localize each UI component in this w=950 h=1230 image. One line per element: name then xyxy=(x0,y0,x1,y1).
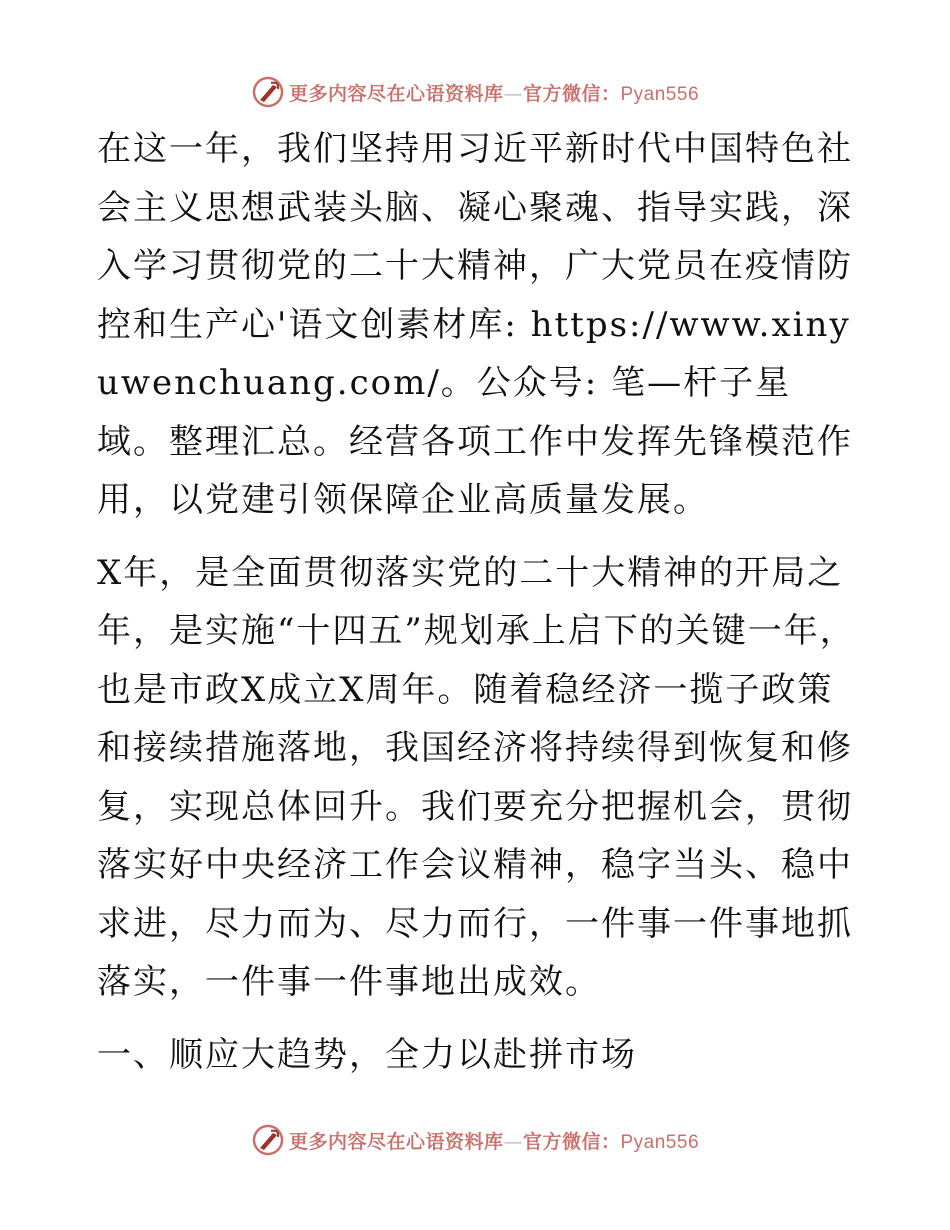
banner-site-name: 更多内容尽在心语资料库 xyxy=(288,82,504,105)
banner-site-name: 更多内容尽在心语资料库 xyxy=(288,1130,504,1153)
banner-wechat-account: Pyan556 xyxy=(620,83,700,105)
footer-banner xyxy=(0,1120,950,1160)
header-banner xyxy=(0,72,950,112)
paragraph-2: X年，是全面贯彻落实党的二十大精神的开局之年，是实施“十四五”规划承上启下的关键一年，也是市政X成立X周年。随着稳经济一揽子政策和接续措施落地，我国经济将持续得到恢复和修复，实现总体回升。我们要充分把握机会，贯彻落实好中央经济工作会议精神，稳字当头、稳中求进，尽力而为、尽力而行，一件事一件事地抓落实，一件事一件事地出成效。 xyxy=(97,552,856,1002)
banner-wechat-label: 官方微信： xyxy=(522,82,621,105)
quill-pen-logo-icon xyxy=(251,1123,285,1157)
banner-text xyxy=(289,79,699,106)
section-heading: 一、顺应大趋势，全力以赴拼市场 xyxy=(97,1034,637,1075)
document-body xyxy=(97,120,857,1084)
quill-pen-logo-icon xyxy=(251,75,285,109)
banner-wechat-label: 官方微信： xyxy=(522,1130,621,1153)
banner-separator: — xyxy=(503,1130,523,1153)
paragraph-1: 在这一年，我们坚持用习近平新时代中国特色社会主义思想武装头脑、凝心聚魂、指导实践，深入学习贯彻党的二十大精神，广大党员在疫情防控和生产心'语文创素材库: https://www.xinyuwenchuang.com/。公众号: 笔—杆子星域。整理汇总。经营各项工作中发挥先锋模范作用，以党建引领保障企业高质量发展。 xyxy=(97,129,853,520)
banner-wechat-account: Pyan556 xyxy=(620,1131,700,1153)
banner-text xyxy=(289,1127,699,1154)
banner-separator: — xyxy=(503,82,523,105)
